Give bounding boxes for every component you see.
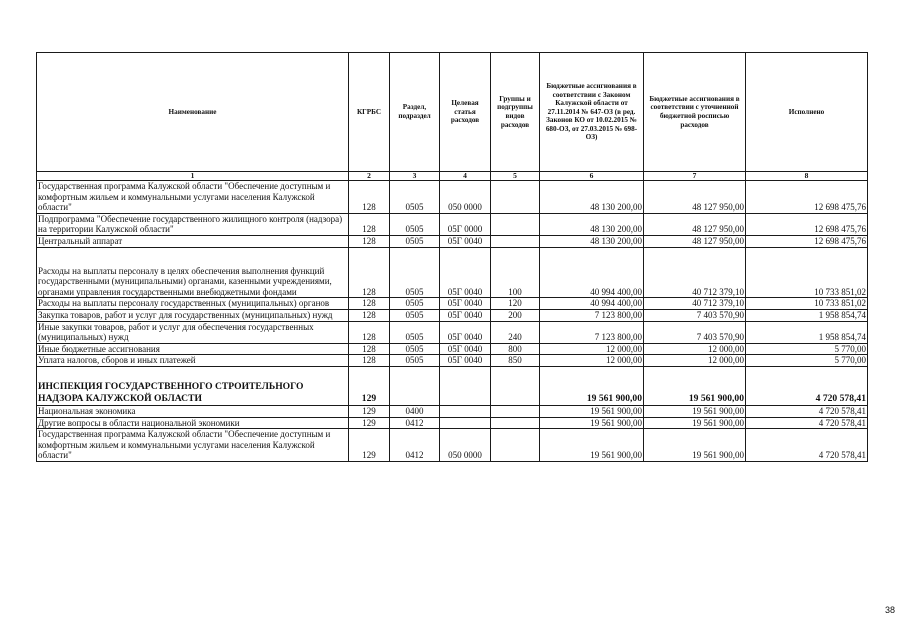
row-kgrbs: 129	[349, 429, 390, 462]
row-target	[440, 417, 491, 429]
row-kgrbs: 128	[349, 213, 390, 235]
row-kgrbs: 128	[349, 355, 390, 367]
row-budget-refined: 19 561 900,00	[644, 405, 746, 417]
row-group: 800	[491, 343, 540, 355]
table-row	[37, 213, 868, 235]
row-kgrbs: 129	[349, 366, 390, 405]
row-section: 0505	[390, 298, 440, 310]
budget-report-sheet	[36, 52, 868, 462]
row-target: 05Г 0040	[440, 343, 491, 355]
table-row	[37, 417, 868, 429]
row-group: 850	[491, 355, 540, 367]
row-budget-law: 48 130 200,00	[540, 235, 644, 247]
row-executed: 5 770,00	[746, 355, 868, 367]
column-number: 4	[440, 172, 491, 181]
row-name: Государственная программа Калужской области "Обеспечение доступным и комфортным жильем и коммунальными услугами населения Калужской области"	[37, 181, 349, 214]
row-name: ИНСПЕКЦИЯ ГОСУДАРСТВЕННОГО СТРОИТЕЛЬНОГО НАДЗОРА КАЛУЖСКОЙ ОБЛАСТИ	[37, 366, 349, 405]
row-target	[440, 405, 491, 417]
row-budget-refined: 48 127 950,00	[644, 181, 746, 214]
row-executed: 1 958 854,74	[746, 309, 868, 321]
row-name: Уплата налогов, сборов и иных платежей	[37, 355, 349, 367]
row-section: 0505	[390, 309, 440, 321]
column-number: 1	[37, 172, 349, 181]
row-name: Государственная программа Калужской области "Обеспечение доступным и комфортным жильем и коммунальными услугами населения Калужской области"	[37, 429, 349, 462]
row-name: Иные бюджетные ассигнования	[37, 343, 349, 355]
row-kgrbs: 128	[349, 321, 390, 343]
row-group	[491, 181, 540, 214]
table-row	[37, 321, 868, 343]
row-budget-law: 48 130 200,00	[540, 213, 644, 235]
row-executed: 1 958 854,74	[746, 321, 868, 343]
row-budget-refined: 40 712 379,10	[644, 298, 746, 310]
row-executed: 10 733 851,02	[746, 298, 868, 310]
row-name: Подпрограмма "Обеспечение государственного жилищного контроля (надзора) на территории Калужской области"	[37, 213, 349, 235]
row-kgrbs: 128	[349, 247, 390, 298]
row-executed: 12 698 475,76	[746, 213, 868, 235]
table-row	[37, 181, 868, 214]
row-budget-law: 7 123 800,00	[540, 321, 644, 343]
row-kgrbs: 128	[349, 181, 390, 214]
row-kgrbs: 128	[349, 343, 390, 355]
row-group: 200	[491, 309, 540, 321]
row-budget-law: 19 561 900,00	[540, 417, 644, 429]
header-kgrbs: КГРБС	[349, 53, 390, 172]
row-executed: 4 720 578,41	[746, 405, 868, 417]
row-group: 100	[491, 247, 540, 298]
row-budget-refined: 19 561 900,00	[644, 366, 746, 405]
row-name: Иные закупки товаров, работ и услуг для обеспечения государственных (муниципальных) нужд	[37, 321, 349, 343]
row-kgrbs: 128	[349, 298, 390, 310]
row-section: 0412	[390, 417, 440, 429]
row-budget-law: 48 130 200,00	[540, 181, 644, 214]
row-section: 0505	[390, 181, 440, 214]
row-name: Другие вопросы в области национальной экономики	[37, 417, 349, 429]
row-target: 05Г 0040	[440, 309, 491, 321]
row-section: 0400	[390, 405, 440, 417]
column-number: 5	[491, 172, 540, 181]
table-row	[37, 235, 868, 247]
row-section: 0412	[390, 429, 440, 462]
row-target: 05Г 0040	[440, 298, 491, 310]
row-budget-law: 12 000,00	[540, 355, 644, 367]
table-row	[37, 309, 868, 321]
row-budget-law: 19 561 900,00	[540, 429, 644, 462]
row-budget-law: 40 994 400,00	[540, 247, 644, 298]
row-budget-law: 19 561 900,00	[540, 405, 644, 417]
row-section: 0505	[390, 235, 440, 247]
row-kgrbs: 129	[349, 417, 390, 429]
row-budget-refined: 7 403 570,90	[644, 321, 746, 343]
column-number: 7	[644, 172, 746, 181]
column-number: 3	[390, 172, 440, 181]
row-group: 120	[491, 298, 540, 310]
row-target: 05Г 0040	[440, 355, 491, 367]
header-name: Наименование	[37, 53, 349, 172]
row-section: 0505	[390, 355, 440, 367]
row-budget-refined: 12 000,00	[644, 355, 746, 367]
row-executed: 5 770,00	[746, 343, 868, 355]
row-section: 0505	[390, 321, 440, 343]
page-number: 38	[884, 605, 895, 615]
header-section: Раздел, подраздел	[390, 53, 440, 172]
header-budget-law: Бюджетные ассигнования в соответствии с Законом Калужской области от 27.11.2014 № 647-ОЗ (в ред. Законов КО от 10.02.2015 № 680-ОЗ, от 27.03.2015 № 698-ОЗ)	[540, 53, 644, 172]
row-name: Национальная экономика	[37, 405, 349, 417]
column-number: 8	[746, 172, 868, 181]
row-target: 05Г 0040	[440, 247, 491, 298]
row-executed: 12 698 475,76	[746, 181, 868, 214]
row-name: Закупка товаров, работ и услуг для государственных (муниципальных) нужд	[37, 309, 349, 321]
row-group	[491, 405, 540, 417]
table-row	[37, 355, 868, 367]
row-group	[491, 235, 540, 247]
table-row	[37, 298, 868, 310]
row-group	[491, 366, 540, 405]
row-executed: 4 720 578,41	[746, 429, 868, 462]
row-executed: 4 720 578,41	[746, 417, 868, 429]
row-budget-law: 19 561 900,00	[540, 366, 644, 405]
row-budget-refined: 48 127 950,00	[644, 213, 746, 235]
header-budget-refined: Бюджетные ассигнования в соответствии с уточненной бюджетной росписью расходов	[644, 53, 746, 172]
header-group: Группы и подгруппы видов расходов	[491, 53, 540, 172]
row-section	[390, 366, 440, 405]
row-group	[491, 213, 540, 235]
row-name: Центральный аппарат	[37, 235, 349, 247]
row-budget-refined: 12 000,00	[644, 343, 746, 355]
header-target: Целевая статья расходов	[440, 53, 491, 172]
row-budget-refined: 19 561 900,00	[644, 417, 746, 429]
row-budget-refined: 48 127 950,00	[644, 235, 746, 247]
row-budget-law: 40 994 400,00	[540, 298, 644, 310]
row-budget-refined: 7 403 570,90	[644, 309, 746, 321]
row-name: Расходы на выплаты персоналу государственных (муниципальных) органов	[37, 298, 349, 310]
row-target: 050 0000	[440, 181, 491, 214]
table-row	[37, 429, 868, 462]
row-target	[440, 366, 491, 405]
table-row	[37, 247, 868, 298]
row-budget-refined: 40 712 379,10	[644, 247, 746, 298]
row-kgrbs: 128	[349, 235, 390, 247]
row-budget-law: 12 000,00	[540, 343, 644, 355]
header-row	[37, 53, 868, 172]
table-row	[37, 343, 868, 355]
row-budget-law: 7 123 800,00	[540, 309, 644, 321]
row-budget-refined: 19 561 900,00	[644, 429, 746, 462]
row-section: 0505	[390, 343, 440, 355]
row-name: Расходы на выплаты персоналу в целях обеспечения выполнения функций государственными (муниципальными) органами, казенными учреждениями, органами управления государственными внебюджетными фондами	[37, 247, 349, 298]
column-number: 2	[349, 172, 390, 181]
table-row	[37, 405, 868, 417]
row-group: 240	[491, 321, 540, 343]
header-executed: Исполнено	[746, 53, 868, 172]
row-target: 05Г 0000	[440, 213, 491, 235]
row-target: 05Г 0040	[440, 321, 491, 343]
table-row-department	[37, 366, 868, 405]
column-number: 6	[540, 172, 644, 181]
row-executed: 4 720 578,41	[746, 366, 868, 405]
row-executed: 10 733 851,02	[746, 247, 868, 298]
row-executed: 12 698 475,76	[746, 235, 868, 247]
row-section: 0505	[390, 213, 440, 235]
budget-execution-table	[36, 52, 868, 462]
row-kgrbs: 129	[349, 405, 390, 417]
row-group	[491, 417, 540, 429]
row-section: 0505	[390, 247, 440, 298]
row-group	[491, 429, 540, 462]
column-number-row	[37, 172, 868, 181]
row-target: 05Г 0040	[440, 235, 491, 247]
row-target: 050 0000	[440, 429, 491, 462]
row-kgrbs: 128	[349, 309, 390, 321]
